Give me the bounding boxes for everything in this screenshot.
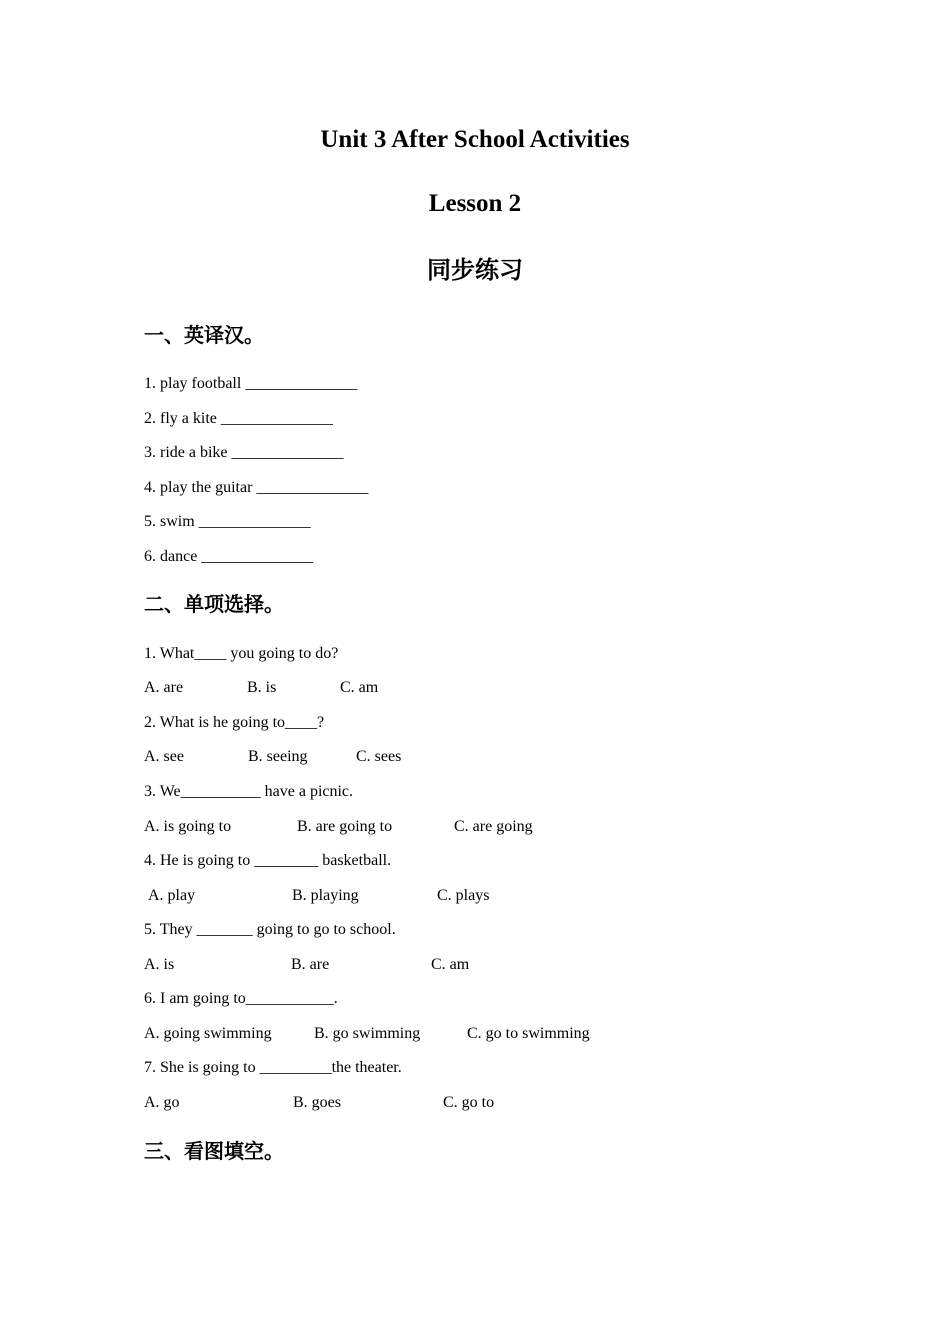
option-b: B. seeing	[248, 748, 308, 765]
translation-item: 4. play the guitar ______________	[144, 479, 369, 496]
option-c: C. am	[431, 956, 470, 973]
translation-item: 1. play football ______________	[144, 375, 358, 392]
question-text: 1. What____ you going to do?	[144, 645, 339, 662]
question-text: 7. She is going to _________the theater.	[144, 1059, 402, 1076]
option-c: C. go to	[443, 1094, 495, 1111]
option-c: C. are going	[454, 818, 533, 835]
question-text: 4. He is going to ________ basketball.	[144, 852, 392, 869]
translation-item: 3. ride a bike ______________	[144, 444, 344, 461]
section-heading-picture-fill: 三、看图填空。	[144, 1139, 284, 1163]
option-a: A. go	[144, 1094, 180, 1111]
translation-item: 2. fly a kite ______________	[144, 410, 333, 427]
option-a: A. is	[144, 956, 175, 973]
lesson-title: Lesson 2	[428, 190, 522, 217]
option-b: B. is	[247, 679, 277, 696]
option-a: A. play	[148, 887, 196, 904]
option-a: A. are	[144, 679, 184, 696]
document-subtitle: 同步练习	[427, 256, 523, 284]
translation-item: 5. swim ______________	[144, 513, 311, 530]
option-a: A. going swimming	[144, 1025, 272, 1042]
option-b: B. are going to	[297, 818, 393, 835]
option-c: C. sees	[356, 748, 402, 765]
question-text: 5. They _______ going to go to school.	[144, 921, 396, 938]
option-a: A. see	[144, 748, 184, 765]
section-heading-translation: 一、英译汉。	[144, 323, 264, 347]
option-b: B. goes	[293, 1094, 341, 1111]
translation-item: 6. dance ______________	[144, 548, 314, 565]
section-heading-multiple-choice: 二、单项选择。	[144, 592, 284, 616]
document-title: Unit 3 After School Activities	[320, 126, 630, 153]
option-c: C. plays	[437, 887, 490, 904]
option-c: C. am	[340, 679, 379, 696]
question-text: 2. What is he going to____?	[144, 714, 325, 731]
option-b: B. go swimming	[314, 1025, 421, 1042]
question-text: 6. I am going to___________.	[144, 990, 338, 1007]
question-text: 3. We__________ have a picnic.	[144, 783, 354, 800]
option-b: B. are	[291, 956, 330, 973]
option-b: B. playing	[292, 887, 359, 904]
option-c: C. go to swimming	[467, 1025, 590, 1042]
option-a: A. is going to	[144, 818, 232, 835]
